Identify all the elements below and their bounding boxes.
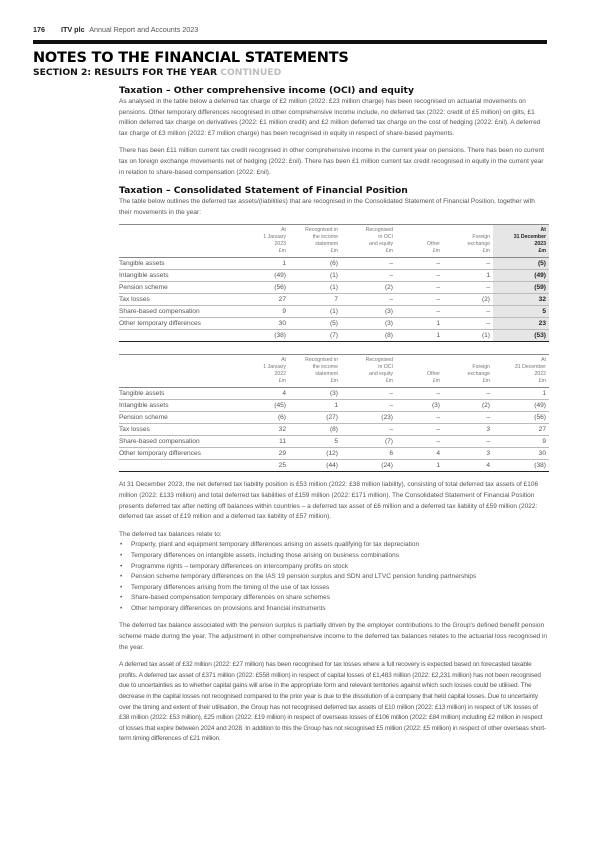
cell-value: 11 [237,436,289,448]
cell-value: – [396,436,443,448]
cell-value: – [443,282,493,294]
cell-value: (2) [443,400,493,412]
total-value: (38) [237,330,289,342]
pension-paragraph: The deferred tax balance associated with the pension surplus is partially driven by the employer contributions to the Group's defined benefit pension scheme made during the year. The adjustment in other comprehensive income to the deferred tax balances relates to the actuarial loss recognised in the year. [119,622,548,651]
deferred-tax-table-2022 [119,354,549,472]
page-number: 176 [33,25,45,34]
continued-label: CONTINUED [220,67,282,78]
page-title: NOTES TO THE FINANCIAL STATEMENTS [33,50,349,66]
cell-value: 3 [443,448,493,460]
cell-value: – [341,258,396,270]
table-total-row [119,330,549,342]
cell-value: 1 [237,258,289,270]
col-header: Recognised in the income statement £m [289,225,341,258]
cell-value: 3 [443,424,493,436]
total-value: 25 [237,460,289,472]
cell-value: 7 [289,294,341,306]
main-content [119,85,549,745]
cell-value: (5) [289,318,341,330]
col-header: Recognised in OCI and equity £m [341,225,396,258]
header-rule [33,40,547,44]
cell-value: 32 [493,294,549,306]
total-value: (44) [289,460,341,472]
list-item: • Property, plant and equipment temporary differences arising on assets qualifying for tax depreciation [131,540,549,551]
cell-value: 6 [341,448,396,460]
col-header: At 1 January 2023 £m [237,225,289,258]
table-total-row [119,460,549,472]
list-item: • Share-based compensation temporary differences on share schemes [131,593,549,604]
cell-value: (8) [289,424,341,436]
cell-value: (6) [289,258,341,270]
table-row [119,294,549,306]
cell-value: (5) [493,258,549,270]
total-value: 1 [396,330,443,342]
cell-value: 1 [443,270,493,282]
cell-value: (1) [289,270,341,282]
balances-list [119,540,549,614]
table-row [119,448,549,460]
total-value: (8) [341,330,396,342]
cell-value: (45) [237,400,289,412]
cell-value: (2) [443,294,493,306]
section-label: SECTION 2: RESULTS FOR THE YEAR [33,67,218,78]
total-value: 4 [443,460,493,472]
col-header: Foreign exchange £m [443,225,493,258]
list-item: • Other temporary differences on provisions and financial instruments [131,604,549,615]
cell-value: (27) [289,412,341,424]
row-label: Pension scheme [119,282,237,294]
cell-value: (56) [237,282,289,294]
row-label: Tangible assets [119,258,237,270]
cell-value: 1 [493,388,549,400]
col-header: Recognised in OCI and equity £m [341,355,396,388]
sfp-heading: Taxation – Consolidated Statement of Financial Position [119,185,408,197]
cell-value: (3) [341,306,396,318]
list-item: • Pension scheme temporary differences on the IAS 19 pension surplus and SDN and LTVC pension funding partnerships [131,572,549,583]
table-row [119,318,549,330]
cell-value: – [341,270,396,282]
deferred-tax-table-2023 [119,224,549,342]
cell-value: 5 [493,306,549,318]
cell-value: (1) [289,282,341,294]
table-header-row [119,355,549,388]
oci-paragraph-2: There has been £11 million current tax credit recognised in other comprehensive income in the current year on pensions. There has been no current tax on foreign exchange movements net of hedging (2022: £nil). There has been £1 million current tax credit recognised in equity in the current year in relation to share-based compensation (2022: £nil). [119,147,545,176]
cell-value: 5 [289,436,341,448]
cell-value: (3) [289,388,341,400]
cell-value: 27 [493,424,549,436]
cell-value: (2) [341,282,396,294]
cell-value: – [443,306,493,318]
col-header: Recognised in the income statement £m [289,355,341,388]
list-item: • Temporary differences arising from the timing of the use of tax losses [131,583,549,594]
table-row [119,436,549,448]
cell-value: (3) [341,318,396,330]
total-value: (38) [493,460,549,472]
cell-value: (7) [341,436,396,448]
total-value: (53) [493,330,549,342]
cell-value: 4 [237,388,289,400]
cell-value: – [443,388,493,400]
page-header [33,25,198,34]
oci-paragraph-1: As analysed in the table below a deferred tax charge of £2 million (2022: £23 million charge) has been recognised on actuarial movements on pensions. Other temporary differences recognised in other comprehensive income include, no deferred tax (2022: credit of £5 million) on gilts, £1 million deferred tax charge on derivatives (2022: £1 million credit) and £2 million deferred tax charge on the cost of hedging (2022: £nil). A deferred tax charge of £3 million (2022: £7 million charge) has been recognised in equity in respect of share-based payments. [119,98,541,137]
total-value: (1) [443,330,493,342]
col-header: At 31 December 2022 £m [493,355,549,388]
cell-value: – [396,294,443,306]
total-value: (24) [341,460,396,472]
tax-losses-paragraph: A deferred tax asset of £32 million (2022: £27 million) has been recognised for tax losses where a full recovery is expected based on forecasted taxable profits. A deferred tax asset of £371 million (2022: £558 million) in respect of capital losses of £1,483 million (2022: £2,231 million) has not been recognised due to uncertainties as to whether capital gains will arise in the appropriate form and relevant territories against which such losses could be utilised. The decrease in the capital losses not recognised compared to the prior year is due to the dissolution of a company that held capital losses. Due to uncertainty over the timing and extent of their utilisation, the Group has not recognised deferred tax assets of £10 million (2022: £13 million) in respect of UK losses of £38 million (2022: £53 million), £25 million (2022: £19 million) in respect of overseas losses of £106 million (2022: £84 million) including £2 million in respect of losses that expire between 2024 and 2028. In addition to this the Group has not recognised £5 million (2022: £5 million) in respect of other overseas short-term timing differences of £21 million. [119,661,547,743]
cell-value: 23 [493,318,549,330]
cell-value: – [396,258,443,270]
cell-value: – [396,412,443,424]
cell-value: 29 [237,448,289,460]
cell-value: (56) [493,412,549,424]
cell-value: – [443,412,493,424]
row-label: Pension scheme [119,412,237,424]
cell-value: 27 [237,294,289,306]
cell-value: (6) [237,412,289,424]
row-label: Other temporary differences [119,448,237,460]
oci-heading: Taxation – Other comprehensive income (OCI) and equity [119,85,414,96]
cell-value: – [341,294,396,306]
row-label: Intangible assets [119,270,237,282]
total-value: (7) [289,330,341,342]
cell-value: – [396,306,443,318]
cell-value: (49) [237,270,289,282]
table-row [119,424,549,436]
table-row [119,270,549,282]
col-header-highlight: At 31 December 2023 £m [493,225,549,258]
cell-value: 32 [237,424,289,436]
cell-value: 9 [493,436,549,448]
row-label: Tangible assets [119,388,237,400]
cell-value: 1 [396,318,443,330]
row-label: Share-based compensation [119,306,237,318]
table-row [119,412,549,424]
table-row [119,306,549,318]
cell-value: 1 [289,400,341,412]
row-label: Intangible assets [119,400,237,412]
table-header-row [119,225,549,258]
cell-value: 30 [493,448,549,460]
cell-value: – [341,388,396,400]
cell-value: (59) [493,282,549,294]
cell-value: (49) [493,270,549,282]
row-label: Share-based compensation [119,436,237,448]
table-row [119,282,549,294]
col-header: Other £m [396,225,443,258]
table-row [119,400,549,412]
cell-value: 30 [237,318,289,330]
table-row [119,388,549,400]
col-header: Other £m [396,355,443,388]
col-header: Foreign exchange £m [443,355,493,388]
cell-value: (49) [493,400,549,412]
cell-value: – [341,424,396,436]
cell-value: – [396,282,443,294]
table-row [119,258,549,270]
list-item: • Programme rights – temporary differences on intercompany profits on stock [131,562,549,573]
cell-value: (12) [289,448,341,460]
cell-value: (3) [396,400,443,412]
cell-value: – [396,270,443,282]
total-value: 1 [396,460,443,472]
section-title [33,67,281,78]
brand-name: ITV plc [61,25,85,34]
row-label: Other temporary differences [119,318,237,330]
cell-value: – [443,258,493,270]
cell-value: – [341,400,396,412]
cell-value: 9 [237,306,289,318]
col-header: At 1 January 2022 £m [237,355,289,388]
sfp-intro: The table below outlines the deferred tax assets/(liabilities) that are recognised in the Consolidated Statement of Financial Position, together with their movements in the year: [119,198,535,216]
cell-value: 4 [396,448,443,460]
balances-intro: The deferred tax balances relate to: [119,530,222,538]
net-position-paragraph: At 31 December 2023, the net deferred tax liability position is £53 million (2022: £38 million liability), consisting of total deferred tax assets of £106 million (2022: £133 million) and total deferred tax liabilities of £159 million (2022: £171 million). The Consolidated Statement of Financial Position presents deferred tax after netting off balances within countries – a deferred tax asset of £6 million and a deferred tax liability of £59 million (2022: deferred tax asset of £19 million and a deferred tax liability of £57 million). [119,481,539,521]
report-title: Annual Report and Accounts 2023 [89,25,199,34]
cell-value: – [443,436,493,448]
cell-value: (23) [341,412,396,424]
row-label: Tax losses [119,294,237,306]
cell-value: (1) [289,306,341,318]
row-label: Tax losses [119,424,237,436]
cell-value: – [443,318,493,330]
list-item: • Temporary differences on intangible assets, including those arising on business combinations [131,551,549,562]
cell-value: – [396,388,443,400]
cell-value: – [396,424,443,436]
